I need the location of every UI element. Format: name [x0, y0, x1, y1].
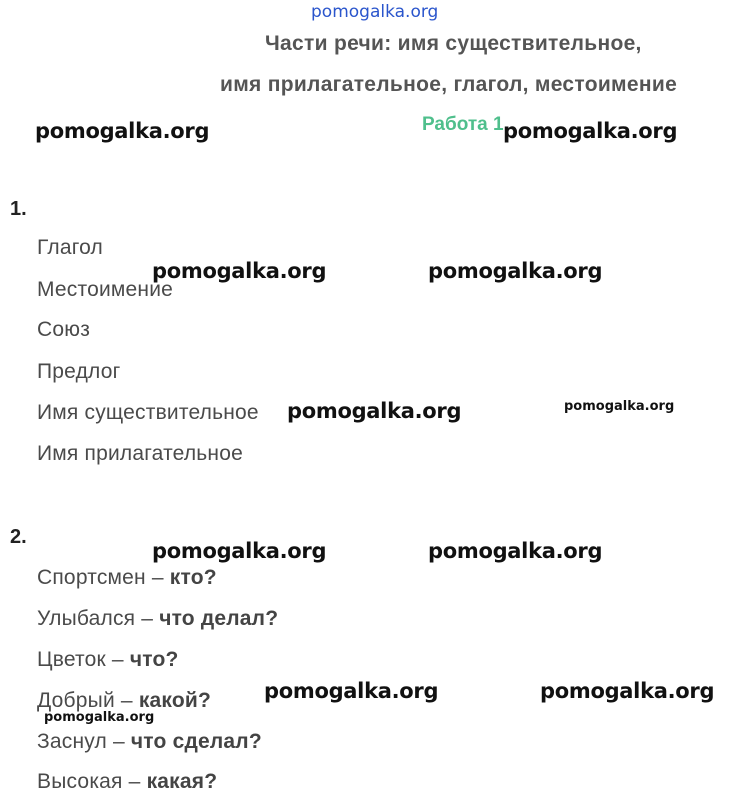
list-item: Местоимение [37, 278, 174, 301]
dash: – [114, 689, 139, 712]
watermark: pomogalka.org [152, 259, 327, 283]
watermark: pomogalka.org [503, 119, 678, 143]
question-row [37, 566, 217, 590]
watermark: pomogalka.org [564, 399, 675, 414]
section-2-number: 2. [10, 526, 27, 548]
dash: – [106, 730, 131, 753]
question-row [37, 607, 278, 631]
watermark: pomogalka.org [264, 679, 439, 703]
word: Заснул [37, 730, 107, 753]
question: что? [129, 648, 179, 671]
list-item: Союз [37, 318, 91, 341]
watermark: pomogalka.org [540, 679, 715, 703]
watermark: pomogalka.org [44, 710, 155, 725]
list-item: Глагол [37, 236, 103, 259]
question-row [37, 648, 179, 672]
dash: – [145, 566, 170, 589]
word: Добрый [37, 689, 115, 712]
question: что сделал? [130, 730, 262, 753]
section-1-number: 1. [10, 198, 27, 220]
list-item: Имя существительное [37, 401, 259, 424]
question-row [37, 730, 262, 754]
list-item: Имя прилагательное [37, 442, 243, 465]
watermark: pomogalka.org [152, 539, 327, 563]
site-link[interactable]: pomogalka.org [311, 2, 439, 22]
question: какая? [146, 770, 218, 793]
question: какой? [138, 689, 212, 712]
dash: – [105, 648, 130, 671]
watermark: pomogalka.org [35, 119, 210, 143]
question-row [37, 770, 217, 794]
watermark: pomogalka.org [428, 259, 603, 283]
word: Улыбался [37, 607, 136, 630]
list-item: Предлог [37, 360, 121, 383]
question: что делал? [159, 607, 279, 630]
dash: – [122, 770, 147, 793]
page-title-line1: Части речи: имя существительное, [265, 32, 642, 55]
word: Спортсмен [37, 566, 146, 589]
question: кто? [169, 566, 217, 589]
word: Высокая [37, 770, 123, 793]
dash: – [135, 607, 160, 630]
page-title-line2: имя прилагательное, глагол, местоимение [220, 73, 678, 96]
watermark: pomogalka.org [287, 399, 462, 423]
watermark: pomogalka.org [428, 539, 603, 563]
word: Цветок [37, 648, 106, 671]
work-label: Работа 1 [422, 114, 504, 135]
